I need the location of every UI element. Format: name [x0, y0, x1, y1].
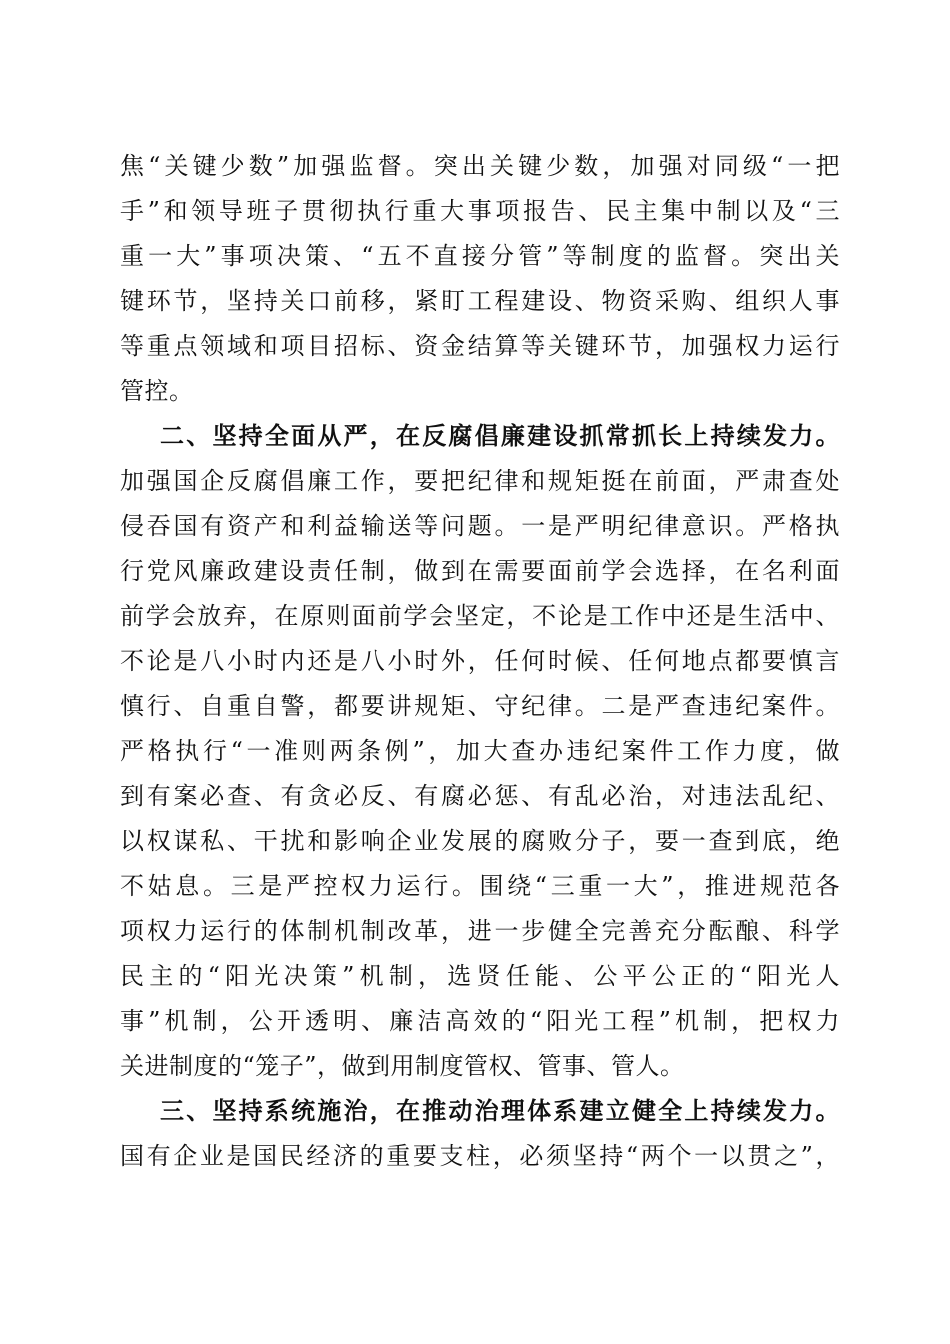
text-line: 键环节，坚持关口前移，紧盯工程建设、物资采购、组织人事	[120, 287, 840, 315]
text-line: 行党风廉政建设责任制，做到在需要面前学会选择，在名利面	[120, 557, 840, 585]
text-line: 民主的“阳光决策”机制，选贤任能、公平公正的“阳光人	[120, 962, 840, 990]
text-line: 不论是八小时内还是八小时外，任何时候、任何地点都要慎言	[120, 647, 840, 675]
text-line: 到有案必查、有贪必反、有腐必惩、有乱必治，对违法乱纪、	[120, 782, 840, 810]
text-line: 不姑息。三是严控权力运行。围绕“三重一大”，推进规范各	[120, 872, 840, 900]
text-line: 关进制度的“笼子”，做到用制度管权、管事、管人。	[120, 1052, 685, 1080]
text-line: 事”机制，公开透明、廉洁高效的“阳光工程”机制，把权力	[120, 1007, 840, 1035]
text-line: 慎行、自重自警，都要讲规矩、守纪律。二是严查违纪案件。	[120, 692, 840, 720]
text-line: 项权力运行的体制机制改革，进一步健全完善充分酝酿、科学	[120, 917, 840, 945]
body-text	[120, 144, 840, 1179]
text-line: 严格执行“一准则两条例”，加大查办违纪案件工作力度，做	[120, 737, 840, 765]
section-heading-3: 三、坚持系统施治，在推动治理体系建立健全上持续发力。	[160, 1097, 840, 1125]
text-line: 手”和领导班子贯彻执行重大事项报告、民主集中制以及“三	[120, 197, 840, 225]
text-line: 侵吞国有资产和利益输送等问题。一是严明纪律意识。严格执	[120, 512, 840, 540]
text-line: 以权谋私、干扰和影响企业发展的腐败分子，要一查到底，绝	[120, 827, 840, 855]
text-line: 重一大”事项决策、“五不直接分管”等制度的监督。突出关	[120, 242, 840, 270]
text-line: 国有企业是国民经济的重要支柱，必须坚持“两个一以贯之”，	[120, 1142, 840, 1170]
text-line: 管控。	[120, 377, 194, 405]
text-line: 焦“关键少数”加强监督。突出关键少数，加强对同级“一把	[120, 152, 840, 180]
text-line: 前学会放弃，在原则面前学会坚定，不论是工作中还是生活中、	[120, 602, 840, 630]
text-line: 加强国企反腐倡廉工作，要把纪律和规矩挺在前面，严肃查处	[120, 467, 840, 495]
text-line: 等重点领域和项目招标、资金结算等关键环节，加强权力运行	[120, 332, 840, 360]
section-heading-2: 二、坚持全面从严，在反腐倡廉建设抓常抓长上持续发力。	[160, 422, 840, 450]
